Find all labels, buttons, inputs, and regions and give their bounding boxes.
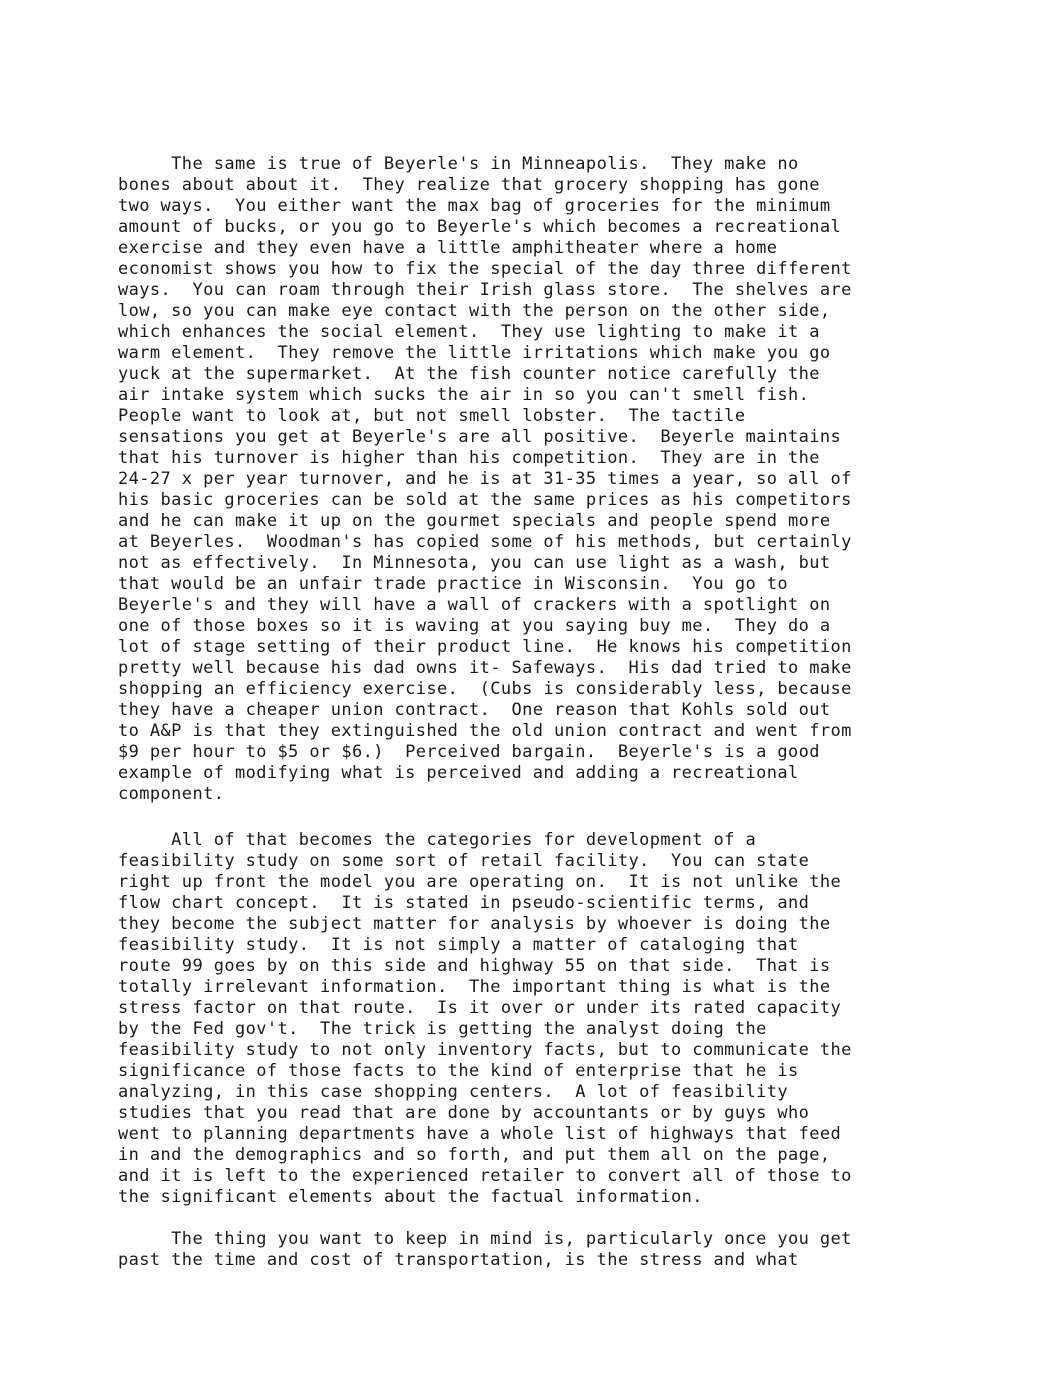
text-line: which enhances the social element. They use lighting to make it a [118,322,820,342]
text-line: past the time and cost of transportation, is the stress and what [118,1250,799,1270]
text-line: All of that becomes the categories for development of a [118,830,757,850]
text-line: feasibility study on some sort of retail facility. You can state [118,851,810,871]
text-line: economist shows you how to fix the special of the day three different [118,259,852,279]
text-line: yuck at the supermarket. At the fish counter notice carefully the [118,364,820,384]
text-line: that his turnover is higher than his competition. They are in the [118,448,820,468]
paragraph-feasibility-study [118,830,1038,1208]
text-line: his basic groceries can be sold at the same prices as his competitors [118,490,852,510]
text-line: sensations you get at Beyerle's are all positive. Beyerle maintains [118,427,842,447]
text-line: went to planning departments have a whole list of highways that feed [118,1124,842,1144]
text-line: they have a cheaper union contract. One reason that Kohls sold out [118,700,831,720]
text-line: in and the demographics and so forth, and put them all on the page, [118,1145,831,1165]
text-line: amount of bucks, or you go to Beyerle's which becomes a recreational [118,217,842,237]
text-line: that would be an unfair trade practice in Wisconsin. You go to [118,574,788,594]
text-line: and he can make it up on the gourmet specials and people spend more [118,511,831,531]
text-line: lot of stage setting of their product line. He knows his competition [118,637,852,657]
text-line: air intake system which sucks the air in so you can't smell fish. [118,385,810,405]
text-line: one of those boxes so it is waving at you saying buy me. They do a [118,616,831,636]
text-line: the significant elements about the factual information. [118,1187,703,1207]
text-line: The thing you want to keep in mind is, particularly once you get [118,1229,852,1249]
text-line: pretty well because his dad owns it- Safeways. His dad tried to make [118,658,852,678]
text-line: route 99 goes by on this side and highway 55 on that side. That is [118,956,831,976]
text-line: ways. You can roam through their Irish glass store. The shelves are [118,280,852,300]
text-line: exercise and they even have a little amphitheater where a home [118,238,778,258]
text-line: bones about about it. They realize that grocery shopping has gone [118,175,820,195]
text-line: at Beyerles. Woodman's has copied some of his methods, but certainly [118,532,852,552]
text-line: warm element. They remove the little irritations which make you go [118,343,831,363]
text-line: analyzing, in this case shopping centers. A lot of feasibility [118,1082,788,1102]
text-line: right up front the model you are operating on. It is not unlike the [118,872,842,892]
paragraph-stress-transportation [118,1229,1038,1271]
text-line: by the Fed gov't. The trick is getting the analyst doing the [118,1019,767,1039]
paragraph-beyerles [118,154,1038,805]
text-line: feasibility study. It is not simply a matter of cataloging that [118,935,799,955]
text-line: People want to look at, but not smell lobster. The tactile [118,406,746,426]
text-line: to A&P is that they extinguished the old union contract and went from [118,721,852,741]
text-line: stress factor on that route. Is it over or under its rated capacity [118,998,842,1018]
text-line: they become the subject matter for analysis by whoever is doing the [118,914,831,934]
text-line: shopping an efficiency exercise. (Cubs is considerably less, because [118,679,852,699]
text-line: feasibility study to not only inventory facts, but to communicate the [118,1040,852,1060]
text-line: 24-27 x per year turnover, and he is at 31-35 times a year, so all of [118,469,852,489]
text-line: studies that you read that are done by accountants or by guys who [118,1103,810,1123]
text-line: and it is left to the experienced retailer to convert all of those to [118,1166,852,1186]
text-line: The same is true of Beyerle's in Minneapolis. They make no [118,154,799,174]
text-line: flow chart concept. It is stated in pseudo-scientific terms, and [118,893,810,913]
text-line: not as effectively. In Minnesota, you can use light as a wash, but [118,553,831,573]
text-line: significance of those facts to the kind of enterprise that he is [118,1061,799,1081]
text-line: $9 per hour to $5 or $6.) Perceived bargain. Beyerle's is a good [118,742,820,762]
text-line: low, so you can make eye contact with the person on the other side, [118,301,831,321]
text-line: Beyerle's and they will have a wall of crackers with a spotlight on [118,595,831,615]
text-line: two ways. You either want the max bag of groceries for the minimum [118,196,831,216]
text-line: example of modifying what is perceived and adding a recreational [118,763,799,783]
text-line: totally irrelevant information. The important thing is what is the [118,977,831,997]
text-line: component. [118,784,225,804]
